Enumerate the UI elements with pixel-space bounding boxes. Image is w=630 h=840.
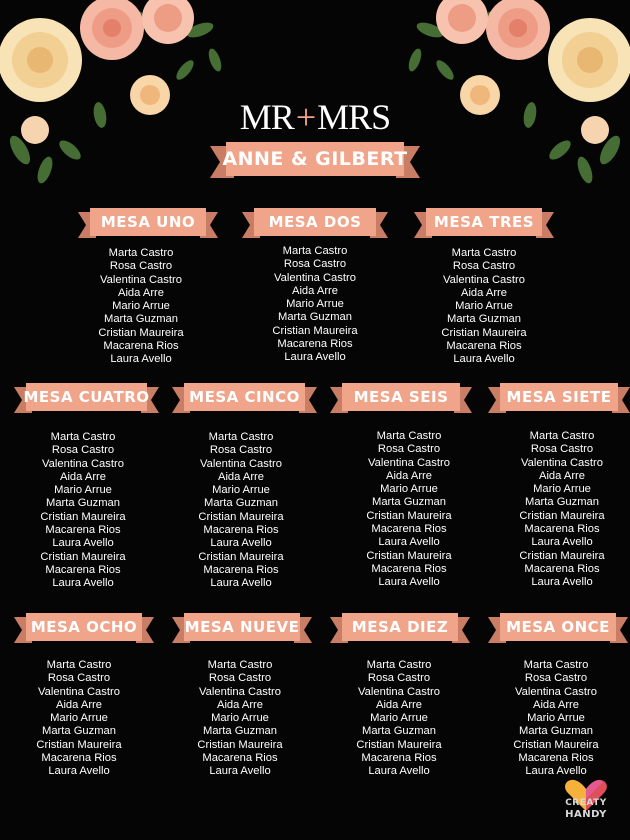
table-ribbon (14, 382, 159, 416)
table-ribbon (488, 612, 628, 646)
guest-name: Valentina Castro (42, 457, 124, 470)
guest-list (245, 245, 385, 365)
guest-name: Macarena Rios (203, 524, 279, 537)
page-title (0, 96, 630, 138)
guest-name: Macarena Rios (371, 523, 447, 536)
guest-name: Marta Castro (529, 430, 595, 442)
guest-name: Rosa Castro (452, 260, 516, 273)
table-name: MESA ONCE (506, 618, 610, 636)
guest-name: Rosa Castro (209, 444, 273, 457)
guest-name: Rosa Castro (47, 672, 111, 685)
guest-name: Aida Arre (55, 698, 103, 711)
guest-name: Cristian Maureira (519, 509, 605, 522)
guest-name: Laura Avello (210, 577, 272, 590)
table-name: MESA CUATRO (23, 388, 150, 406)
couple-names: ANNE & GILBERT (222, 148, 408, 170)
guest-list (71, 247, 211, 367)
guest-name: Mario Arrue (455, 300, 513, 313)
guest-name: Mario Arrue (54, 484, 112, 497)
table-name: MESA OCHO (30, 618, 138, 636)
guest-name: Marta Castro (366, 659, 432, 671)
guest-name: Marta Castro (46, 659, 112, 671)
guest-name: Mario Arrue (211, 712, 269, 725)
guest-name: Macarena Rios (45, 563, 121, 576)
guest-name: Marta Guzman (362, 725, 436, 738)
guest-name: Aida Arre (385, 469, 433, 482)
guest-name: Laura Avello (209, 765, 271, 778)
guest-name: Laura Avello (52, 537, 114, 550)
guest-name: Rosa Castro (524, 672, 588, 685)
guest-name: Rosa Castro (377, 443, 441, 456)
guest-name: Laura Avello (48, 765, 110, 778)
guest-name: Rosa Castro (109, 260, 173, 273)
guest-name: Laura Avello (378, 576, 440, 589)
table-ribbon (414, 207, 554, 241)
guest-name: Macarena Rios (446, 340, 522, 353)
guest-name: Aida Arre (532, 698, 580, 711)
guest-name: Cristian Maureira (197, 738, 283, 751)
guest-name: Macarena Rios (45, 524, 121, 537)
guest-name: Marta Castro (376, 430, 442, 442)
guest-name: Valentina Castro (521, 456, 603, 469)
guest-name: Cristian Maureira (198, 550, 284, 563)
guest-name: Marta Castro (108, 247, 174, 259)
guest-name: Valentina Castro (38, 685, 120, 698)
guest-name: Aida Arre (375, 698, 423, 711)
guest-name: Marta Castro (451, 247, 517, 259)
guest-name: Valentina Castro (358, 685, 440, 698)
guest-name: Cristian Maureira (198, 510, 284, 523)
guest-name: Macarena Rios (371, 562, 447, 575)
guest-name: Aida Arre (538, 469, 586, 482)
guest-list (339, 430, 479, 590)
guest-name: Marta Castro (208, 431, 274, 443)
guest-list (486, 659, 626, 779)
guest-name: Valentina Castro (100, 273, 182, 286)
guest-name: Cristian Maureira (441, 326, 527, 339)
guest-name: Mario Arrue (370, 712, 428, 725)
table-ribbon (14, 612, 154, 646)
guest-name: Cristian Maureira (40, 510, 126, 523)
guest-name: Marta Castro (523, 659, 589, 671)
table-ribbon (242, 207, 388, 241)
title-plus: + (295, 97, 316, 137)
guest-name: Laura Avello (110, 353, 172, 366)
table-ribbon (330, 612, 470, 646)
guest-name: Valentina Castro (443, 273, 525, 286)
guest-name: Marta Guzman (525, 496, 599, 509)
floral-decoration-right (400, 0, 630, 190)
guest-name: Laura Avello (284, 351, 346, 364)
guest-name: Valentina Castro (368, 456, 450, 469)
guest-name: Marta Guzman (447, 313, 521, 326)
guest-name: Marta Guzman (203, 725, 277, 738)
guest-name: Aida Arre (216, 698, 264, 711)
guest-name: Marta Guzman (42, 725, 116, 738)
guest-name: Cristian Maureira (519, 549, 605, 562)
guest-name: Marta Guzman (46, 497, 120, 510)
guest-name: Laura Avello (453, 353, 515, 366)
table-name: MESA DIEZ (351, 618, 449, 636)
guest-name: Aida Arre (291, 284, 339, 297)
table-ribbon (330, 382, 472, 416)
table-name: MESA CINCO (189, 388, 300, 406)
table-ribbon (172, 612, 312, 646)
guest-name: Mario Arrue (212, 484, 270, 497)
guest-name: Rosa Castro (530, 443, 594, 456)
table-ribbon (488, 382, 630, 416)
guest-name: Marta Guzman (204, 497, 278, 510)
guest-name: Marta Guzman (104, 313, 178, 326)
guest-name: Laura Avello (378, 536, 440, 549)
guest-name: Cristian Maureira (272, 324, 358, 337)
table-name: MESA SEIS (353, 388, 449, 406)
guest-name: Rosa Castro (51, 444, 115, 457)
guest-name: Laura Avello (368, 765, 430, 778)
logo-text-creaty: CREATY (565, 798, 607, 808)
guest-name: Aida Arre (117, 286, 165, 299)
guest-name: Mario Arrue (286, 298, 344, 311)
couple-ribbon (210, 140, 420, 182)
guest-name: Marta Guzman (372, 496, 446, 509)
guest-name: Cristian Maureira (36, 738, 122, 751)
guest-name: Valentina Castro (199, 685, 281, 698)
guest-name: Cristian Maureira (366, 509, 452, 522)
guest-name: Macarena Rios (277, 338, 353, 351)
guest-list (492, 430, 630, 590)
guest-name: Aida Arre (460, 286, 508, 299)
table-name: MESA SIETE (506, 388, 612, 406)
table-ribbon (172, 382, 317, 416)
guest-list (414, 247, 554, 367)
table-ribbon (78, 207, 218, 241)
guest-name: Marta Castro (282, 245, 348, 257)
guest-name: Marta Castro (50, 431, 116, 443)
guest-name: Rosa Castro (283, 258, 347, 271)
table-name: MESA UNO (100, 213, 196, 231)
guest-name: Macarena Rios (41, 752, 117, 765)
guest-name: Rosa Castro (208, 672, 272, 685)
guest-name: Macarena Rios (361, 752, 437, 765)
title-mr: MR (239, 97, 294, 137)
title-mrs: MRS (317, 97, 391, 137)
guest-list (329, 659, 469, 779)
guest-name: Cristian Maureira (366, 549, 452, 562)
guest-name: Marta Guzman (519, 725, 593, 738)
guest-list (171, 431, 311, 591)
guest-name: Mario Arrue (527, 712, 585, 725)
guest-name: Valentina Castro (515, 685, 597, 698)
guest-name: Laura Avello (52, 577, 114, 590)
guest-name: Valentina Castro (274, 271, 356, 284)
guest-name: Rosa Castro (367, 672, 431, 685)
guest-name: Laura Avello (531, 536, 593, 549)
guest-name: Marta Castro (207, 659, 273, 671)
guest-name: Mario Arrue (533, 483, 591, 496)
guest-name: Macarena Rios (524, 562, 600, 575)
guest-name: Macarena Rios (518, 752, 594, 765)
guest-list (9, 659, 149, 779)
guest-name: Cristian Maureira (513, 738, 599, 751)
table-name: MESA TRES (433, 213, 535, 231)
guest-name: Mario Arrue (112, 300, 170, 313)
table-name: MESA DOS (268, 213, 362, 231)
guest-name: Cristian Maureira (356, 738, 442, 751)
guest-name: Cristian Maureira (40, 550, 126, 563)
guest-name: Laura Avello (525, 765, 587, 778)
guest-name: Aida Arre (59, 470, 107, 483)
logo-text-handy: HANDY (565, 809, 607, 820)
guest-name: Mario Arrue (50, 712, 108, 725)
guest-name: Marta Guzman (278, 311, 352, 324)
guest-name: Laura Avello (531, 576, 593, 589)
guest-name: Macarena Rios (203, 563, 279, 576)
guest-name: Cristian Maureira (98, 326, 184, 339)
guest-name: Mario Arrue (380, 483, 438, 496)
guest-name: Macarena Rios (524, 523, 600, 536)
guest-list (13, 431, 153, 591)
guest-name: Macarena Rios (103, 340, 179, 353)
table-name: MESA NUEVE (184, 618, 300, 636)
guest-name: Macarena Rios (202, 752, 278, 765)
guest-name: Laura Avello (210, 537, 272, 550)
floral-decoration-left (0, 0, 230, 190)
guest-name: Valentina Castro (200, 457, 282, 470)
guest-name: Aida Arre (217, 470, 265, 483)
guest-list (170, 659, 310, 779)
